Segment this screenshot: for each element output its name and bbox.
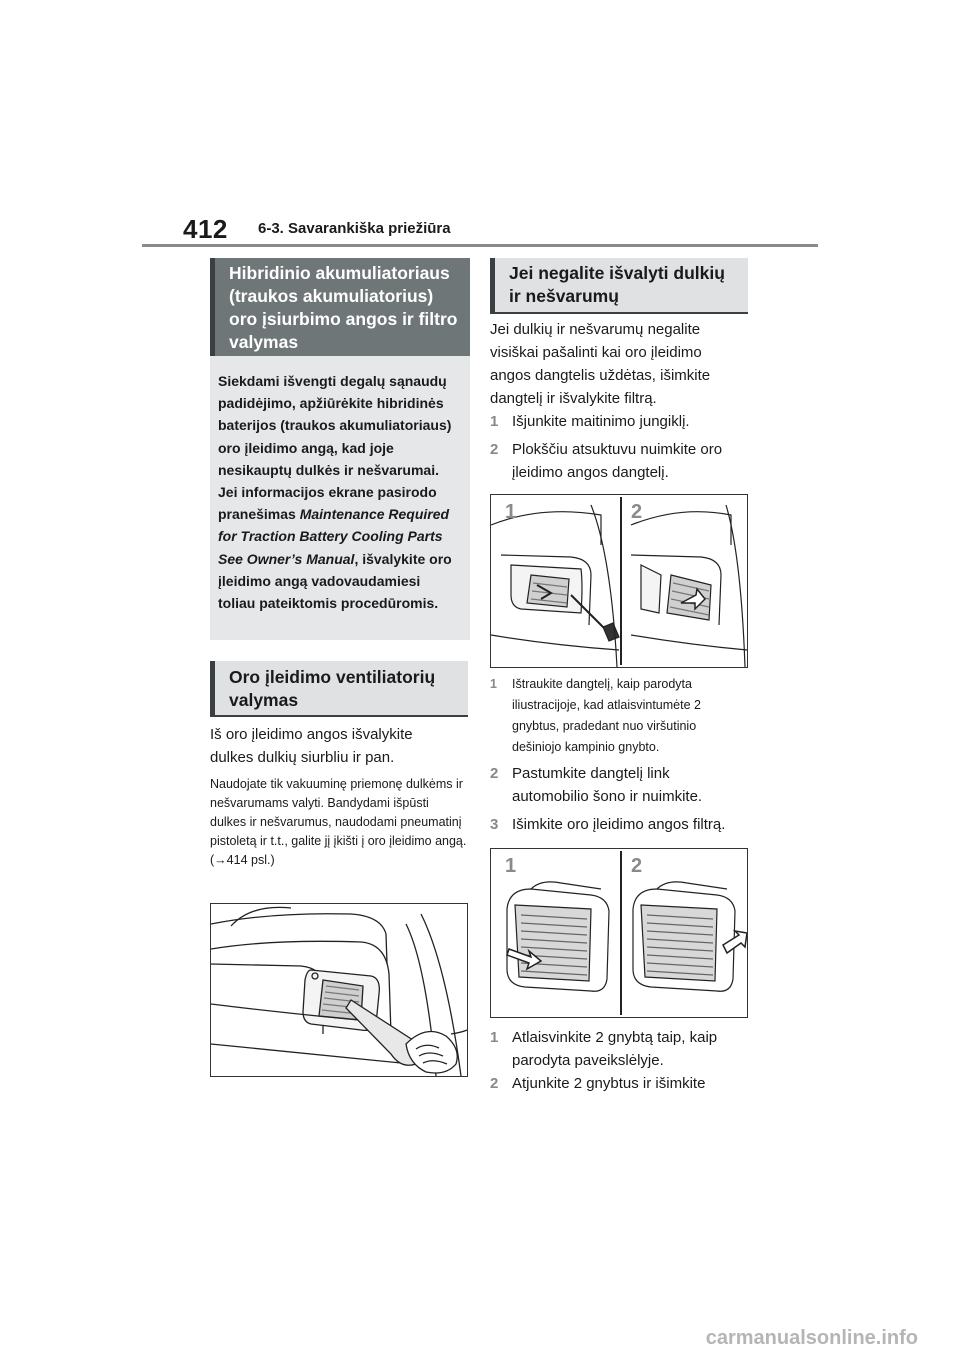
step-2-number: 2 xyxy=(490,441,499,458)
heading-cannot-clean xyxy=(490,258,748,314)
figure2-label-2: 2 xyxy=(631,855,643,877)
vent-cleaning-text: Iš oro įleidimo angos išvalykite dulkes dulkių siurbliu ir pan. xyxy=(210,726,413,766)
substep-2-1-number: 1 xyxy=(490,1029,499,1046)
remove-cover-illustration xyxy=(491,495,747,667)
header-divider xyxy=(142,244,818,247)
figure1-label-2: 2 xyxy=(631,501,643,523)
heading-battery-air-intake-text: Hibridinio akumuliatoriaus (traukos akumuliatorius) oro įsiurbimo angos ir filtro valymas xyxy=(229,263,458,352)
substep-2-2-number: 2 xyxy=(490,1075,499,1092)
step-1 xyxy=(490,410,748,433)
heading-cannot-clean-text: Jei negalite išvalyti dulkių ir nešvarumų xyxy=(509,263,725,306)
heading-vent-cleaning-text: Oro įleidimo ventiliatorių valymas xyxy=(229,667,436,710)
vent-cleaning-note: Naudojate tik vakuuminę priemonę dulkėms ir nešvarumams valyti. Bandydami išpūsti dulkes ir nešvarumus, naudodami pneumatinį pistoletą ir t.t., galite jį įkišti į oro įleidimo angą. (→414 psl.) xyxy=(210,777,467,867)
info-message-italic: Maintenance Required for Traction Battery Cooling Parts See Owner’s Manual xyxy=(218,506,450,567)
step-3-number: 3 xyxy=(490,816,499,833)
substep-1-1-text: Ištraukite dangtelį, kaip parodyta iliustracijoje, kad atlaisvintumėte 2 gnybtus, pradedant nuo viršutinio dešiniojo kampinio gnybto. xyxy=(512,677,701,754)
cannot-clean-intro: Jei dulkių ir nešvarumų negalite visiškai pašalinti kai oro įleidimo angos dangtelis uždėtas, išimkite dangtelį ir išvalykite filtrą. xyxy=(490,321,711,407)
step-1-number: 1 xyxy=(490,413,499,430)
step-3-text: Išimkite oro įleidimo angos filtrą. xyxy=(512,816,726,833)
substep-2-1-text: Atlaisvinkite 2 gnybtą taip, kaip parodyta paveikslėlyje. xyxy=(512,1029,718,1069)
heading-battery-air-intake xyxy=(210,258,470,356)
watermark: carmanualsonline.info xyxy=(705,1327,918,1349)
substep-1-1-number: 1 xyxy=(490,677,497,691)
figure-vacuum-cleaning xyxy=(210,903,468,1077)
figure-remove-filter xyxy=(490,848,748,1018)
figure-remove-cover xyxy=(490,494,748,668)
info-text-part1: Siekdami išvengti degalų sąnaudų padidėjimo, apžiūrėkite hibridinės baterijos (traukos akumuliatoriaus) oro įleidimo angą, kad joje nesikauptų dulkės ir nešvarumai. Jei informacijos ekrane pasirodo pranešimas xyxy=(218,373,452,523)
substep-1-2-number: 2 xyxy=(490,765,499,782)
info-box xyxy=(210,356,470,640)
step-2 xyxy=(490,438,748,484)
substep-1-2 xyxy=(490,762,748,808)
substep-1-2-text: Pastumkite dangtelį link automobilio šono ir nuimkite. xyxy=(512,765,703,805)
page-number: 412 xyxy=(183,214,228,244)
substep-2-2-text: Atjunkite 2 gnybtus ir išimkite xyxy=(512,1075,706,1092)
step-2-text: Plokščiu atsuktuvu nuimkite oro įleidimo angos dangtelį. xyxy=(512,441,723,481)
vacuum-illustration xyxy=(211,904,467,1076)
substep-2-1 xyxy=(490,1026,748,1072)
substep-1-1 xyxy=(490,674,748,758)
section-title: 6-3. Savarankiška priežiūra xyxy=(258,220,451,237)
substep-2-2 xyxy=(490,1072,748,1095)
info-text-part2: , išvalykite oro įleidimo angą vadovaudamiesi toliau pateiktomis procedūromis. xyxy=(218,550,452,612)
figure2-label-1: 1 xyxy=(505,855,517,877)
step-3 xyxy=(490,813,748,836)
step-1-text: Išjunkite maitinimo jungiklį. xyxy=(512,413,690,430)
remove-filter-illustration xyxy=(491,849,747,1017)
figure1-label-1: 1 xyxy=(505,501,517,523)
heading-vent-cleaning xyxy=(210,661,468,717)
